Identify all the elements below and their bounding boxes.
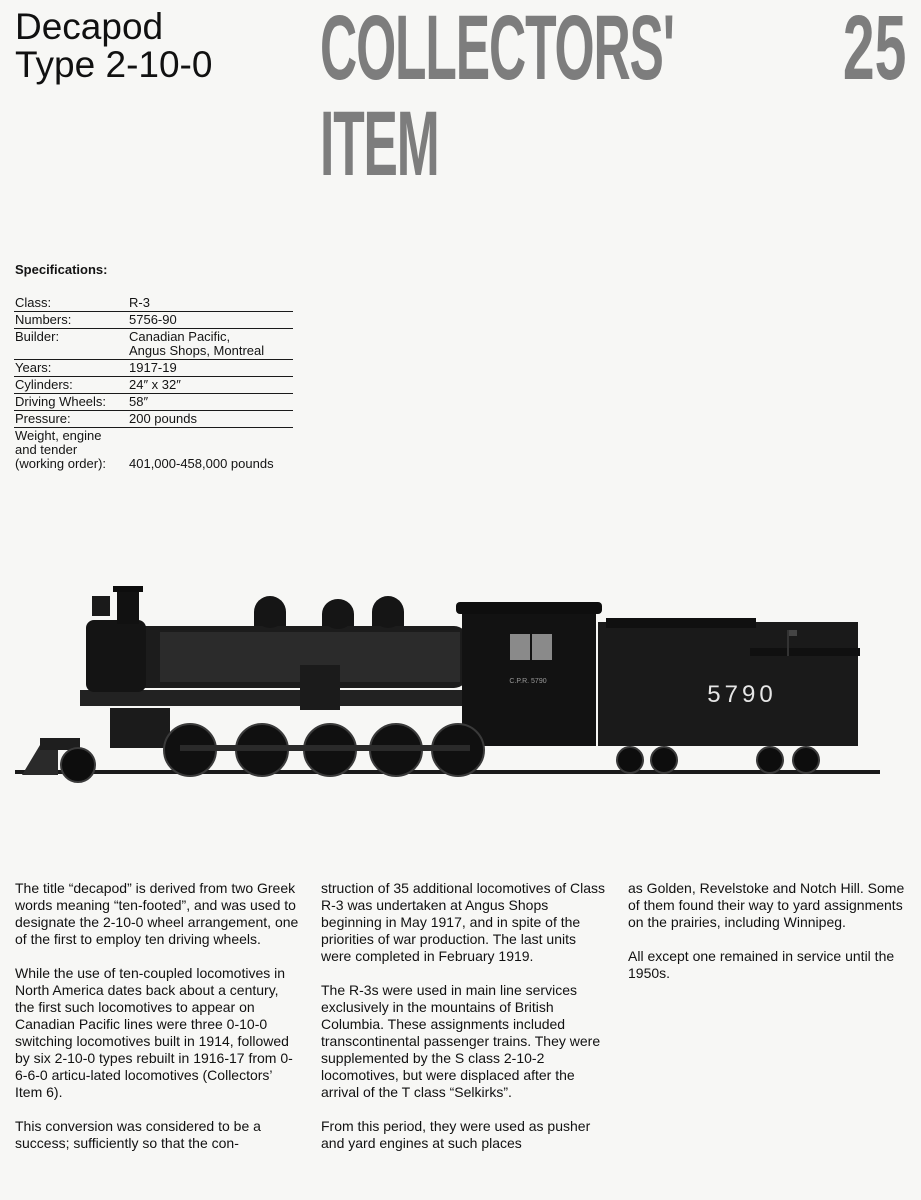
- spec-value: 5756-90: [128, 312, 293, 329]
- article-column-1: [15, 880, 300, 1169]
- locomotive-illustration: [0, 560, 921, 820]
- page-title: [15, 8, 212, 84]
- cab: [462, 606, 596, 746]
- spec-value: 1917-19: [128, 360, 293, 377]
- spec-row: [14, 428, 293, 473]
- article-paragraph: The title “decapod” is derived from two Greek words meaning “ten-footed”, and was used to designate the 2-10-0 wheel arrangement, one of the first to employ ten driving wheels.: [15, 880, 299, 947]
- spec-value-line-1: Canadian Pacific,: [129, 329, 231, 344]
- spec-row: [14, 377, 293, 394]
- series-line-1: COLLECTORS': [320, 0, 674, 99]
- cab-window: [532, 634, 552, 660]
- title-line-2: Type 2-10-0: [15, 44, 213, 85]
- title-line-1: Decapod: [15, 6, 164, 47]
- tender-wheel: [793, 747, 819, 773]
- spec-label: Pressure:: [14, 411, 128, 428]
- article-column-2: [321, 880, 606, 1169]
- spec-label: Driving Wheels:: [14, 394, 128, 411]
- smokebox: [86, 620, 146, 692]
- spec-label: Builder:: [14, 329, 128, 360]
- spec-value-line-2: Angus Shops, Montreal: [129, 343, 265, 358]
- article-paragraph: While the use of ten-coupled locomotives in North America dates back about a century, the first such locomotives to appear on Canadian Pacific lines were three 0-10-0 switching locomotives built in 1914, followed by six 2-10-0 types rebuilt in 1916-17 from 0-6-6-0 articu-lated locomotives (Collectors’ Item 6).: [15, 965, 293, 1100]
- article-paragraph: as Golden, Revelstoke and Notch Hill. Some of them found their way to yard assignments on the prairies, including Winnipeg.: [628, 880, 905, 930]
- locomotive-photo: [0, 560, 921, 820]
- headlight: [92, 596, 110, 616]
- cab-window: [510, 634, 530, 660]
- article-column-3: [628, 880, 913, 999]
- spec-value: 58″: [128, 394, 293, 411]
- specifications-table: [14, 295, 293, 472]
- smokestack: [117, 588, 139, 624]
- side-rod: [180, 745, 470, 751]
- tender-number: 5790: [707, 681, 777, 708]
- article-paragraph: All except one remained in service until the 1950s.: [628, 948, 895, 981]
- running-board: [80, 690, 480, 706]
- spec-label-line-1: Weight, engine: [15, 428, 102, 443]
- spec-row: [14, 394, 293, 411]
- issue-number: [804, 0, 906, 99]
- spec-label-line-3: (working order):: [15, 456, 107, 471]
- pony-wheel: [61, 748, 95, 782]
- spec-label-line-2: and tender: [15, 442, 78, 457]
- spec-value: 401,000-458,000 pounds: [129, 456, 274, 471]
- tender-wheel: [651, 747, 677, 773]
- spec-row: [14, 329, 293, 360]
- article-paragraph: From this period, they were used as pusher and yard engines at such places: [321, 1118, 591, 1151]
- article-paragraph: The R-3s were used in main line services exclusively in the mountains of British Columbia. These assignments included transcontinental passenger trains. They were supplemented by the S class 2-10-2 locomotives, but were displaced after the arrival of the T class “Selkirks”.: [321, 982, 601, 1100]
- cab-lettering: C.P.R. 5790: [509, 678, 547, 685]
- issue-number-text: 25: [842, 0, 906, 99]
- spec-label: [14, 428, 128, 473]
- tender-wheel: [757, 747, 783, 773]
- tender-wheel: [617, 747, 643, 773]
- spec-value: 24″ x 32″: [128, 377, 293, 394]
- spec-label: Class:: [14, 295, 128, 312]
- spec-row: [14, 360, 293, 377]
- spec-value: 200 pounds: [128, 411, 293, 428]
- spec-row: [14, 411, 293, 428]
- article-paragraph: This conversion was considered to be a success; sufficiently so that the con-: [15, 1118, 261, 1151]
- spec-value: R-3: [128, 295, 293, 312]
- spec-label: Years:: [14, 360, 128, 377]
- spec-label: Numbers:: [14, 312, 128, 329]
- specifications-heading: Specifications:: [15, 262, 108, 277]
- spec-label: Cylinders:: [14, 377, 128, 394]
- cylinder: [110, 708, 170, 748]
- spec-value: [128, 329, 293, 360]
- series-line-2: ITEM: [320, 93, 439, 195]
- spec-row: [14, 295, 293, 312]
- spec-row: [14, 312, 293, 329]
- article-paragraph: struction of 35 additional locomotives of Class R-3 was undertaken at Angus Shops beginning in May 1917, and in spite of the priorities of war production. The last units were completed in February 1919.: [321, 880, 606, 964]
